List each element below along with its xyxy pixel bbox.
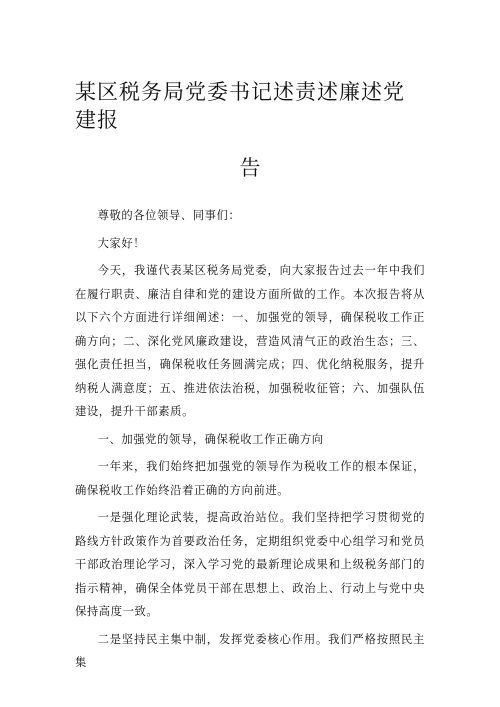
- document-body: [75, 204, 425, 675]
- salutation: 尊敬的各位领导、同事们：: [97, 209, 241, 222]
- paragraph-section-1-point-1: 一是强化理论武装，提高政治站位。我们坚持把学习贯彻党的路线方针政策作为首要政治任务，定期组织党委中心组学习和党员干部政治理论学习，深入学习党的最新理论成果和上级税务部门的指示精神，确保全体党员干部在思想上、政治上、行动上与党中央保持高度一致。: [75, 511, 425, 618]
- document-title-line-1: 某区税务局党委书记述责述廉述党建报: [75, 80, 405, 132]
- paragraph-section-1-point-2: 二是坚持民主集中制，发挥党委核心作用。我们严格按照民主集: [75, 632, 425, 669]
- section-heading-1: 一、加强党的领导，确保税收工作正确方向: [97, 432, 324, 446]
- document-title-line-2: 告: [239, 156, 261, 180]
- paragraph-section-1-overview: 一年来，我们始终把加强党的领导作为税收工作的根本保证，确保税收工作始终沿着正确的方向前进。: [75, 460, 425, 497]
- greeting: 大家好！: [97, 236, 146, 250]
- paragraph-intro: 今天，我谨代表某区税务局党委，向大家报告过去一年中我们在履行职责、廉洁自律和党的建设方面所做的工作。本次报告将从以下六个方面进行详细阐述：一、加强党的领导，确保税收工作正确方向；二、深化党风廉政建设，营造风清气正的政治生态；三、强化责任担当，确保税收任务圆满完成；四、优化纳税服务，提升纳税人满意度；五、推进依法治税，加强税收征管；六、加强队伍建设，提升干部素质。: [75, 264, 425, 418]
